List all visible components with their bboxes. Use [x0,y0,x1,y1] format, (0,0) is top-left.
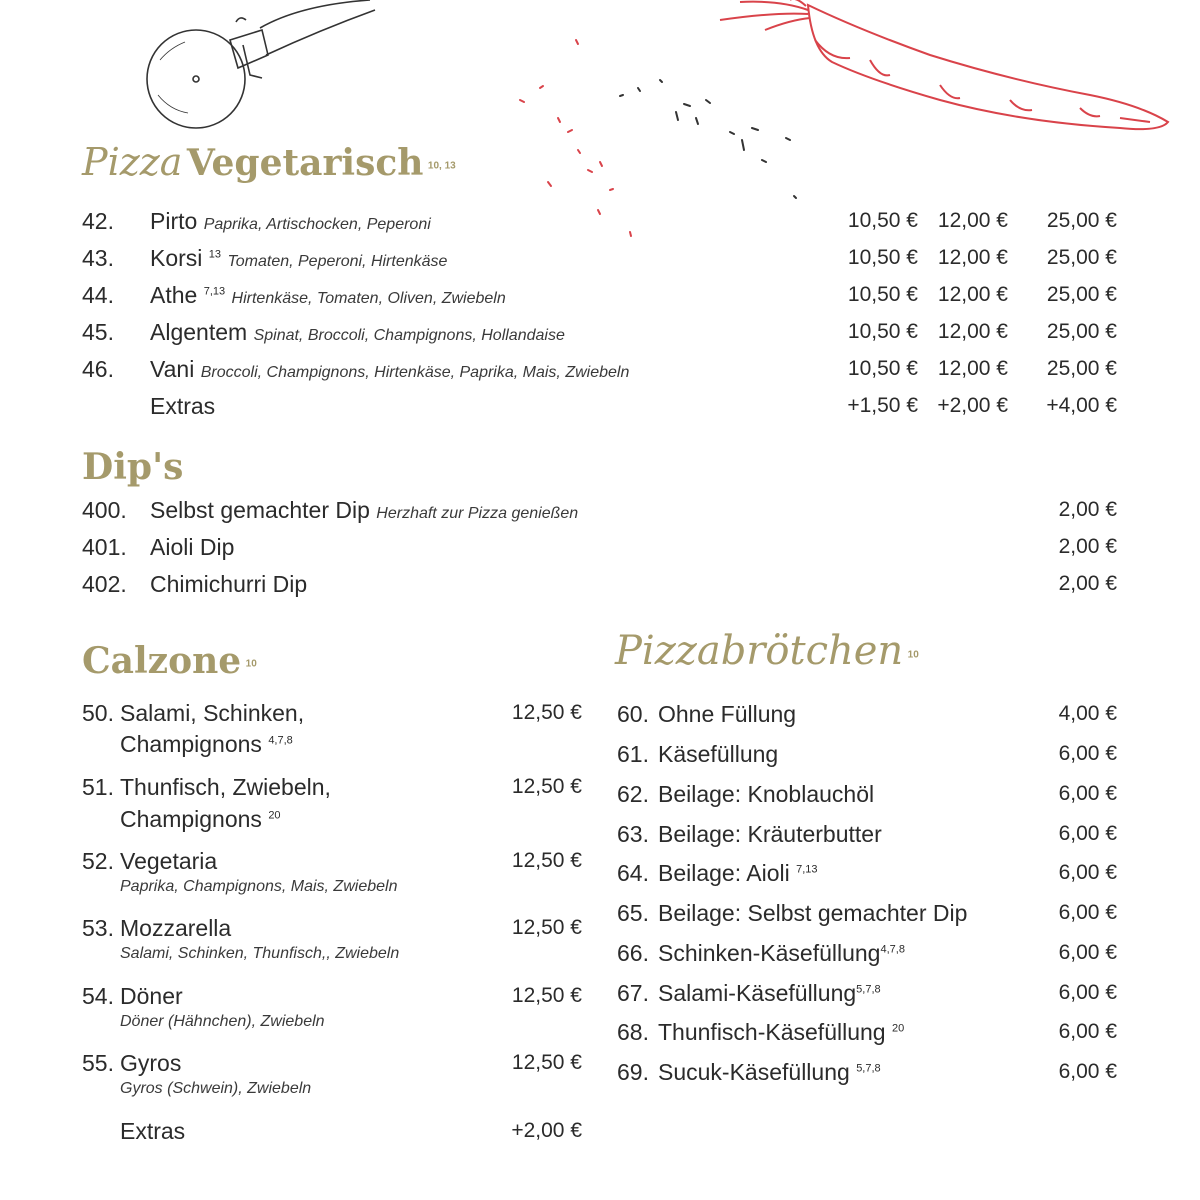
pizza-title-script: Pizza [82,140,183,184]
item-desc: Döner (Hähnchen), Zwiebeln [120,1013,325,1030]
pizza-cutter-icon [147,0,375,128]
price: 4,00 € [1058,702,1117,725]
allergen-sup: 5,7,8 [856,1062,881,1075]
extras-label: Extras [120,1118,186,1144]
item-number: 43. [82,245,114,271]
price: 2,00 € [1058,572,1117,595]
item-name-line2 [120,806,281,833]
item-name: Beilage: Knoblauchöl [658,781,875,807]
item-number: 44. [82,282,114,308]
allergen-sup: 4,7,8 [268,734,293,747]
item-number: 45. [82,319,114,345]
price-large: 25,00 € [1046,283,1117,306]
item-name-line [150,282,506,309]
item-name-line [658,1059,881,1086]
item-number: 52. [82,848,114,874]
price: 2,00 € [1058,535,1117,558]
item-name: Pirto [150,208,198,234]
price: 12,50 € [511,984,582,1007]
price: 6,00 € [1058,782,1117,805]
item-name: Mozzarella [120,915,232,941]
extras-price: +2,00 € [511,1119,582,1142]
price: 6,00 € [1058,861,1117,884]
price-small: 10,50 € [847,246,918,269]
extras-price-small: +1,50 € [847,394,918,417]
item-name: Beilage: Selbst gemachter Dip [658,900,968,926]
item-number: 64. [617,860,649,886]
item-name: Käsefüllung [658,741,779,767]
item-name-line [150,497,578,524]
price: 6,00 € [1058,981,1117,1004]
item-name-line [150,208,431,235]
calzone-section-title [82,640,257,682]
price-medium: 12,00 € [937,283,1008,306]
price-medium: 12,00 € [937,209,1008,232]
item-desc: Tomaten, Peperoni, Hirtenkäse [227,253,448,270]
pizzabroetchen-title-sup: 10 [907,649,919,661]
item-number: 55. [82,1050,114,1076]
pizzabroetchen-title: Pizzabrötchen [615,628,904,674]
item-number: 62. [617,781,649,807]
price: 12,50 € [511,701,582,724]
item-number: 60. [617,701,649,727]
item-name: Athe [150,282,198,308]
price: 12,50 € [511,775,582,798]
price: 2,00 € [1058,498,1117,521]
allergen-sup: 20 [891,1022,905,1035]
item-number: 400. [82,497,127,523]
item-desc: Paprika, Artischocken, Peperoni [203,216,431,233]
item-name: Salami-Käsefüllung [658,980,857,1006]
item-name-line [150,356,629,383]
price: 6,00 € [1058,822,1117,845]
price: 6,00 € [1058,901,1117,924]
item-number: 66. [617,940,649,966]
extras-price-large: +4,00 € [1046,394,1117,417]
item-name-cont: Champignons [120,806,262,832]
item-number: 65. [617,900,649,926]
allergen-sup: 20 [268,809,281,822]
item-name: Beilage: Kräuterbutter [658,821,882,847]
price-small: 10,50 € [847,320,918,343]
pizzabroetchen-section-title [615,628,919,674]
dips-section-title: Dip's [82,446,184,488]
item-name-line [150,319,565,346]
item-name: Korsi [150,245,203,271]
price-medium: 12,00 € [937,320,1008,343]
item-name: Ohne Füllung [658,701,797,727]
item-desc: Gyros (Schwein), Zwiebeln [120,1080,312,1097]
pizza-title-bold: Vegetarisch [186,142,424,184]
calzone-title: Calzone [82,640,242,682]
item-desc: Salami, Schinken, Thunfisch,, Zwiebeln [120,945,400,962]
item-number: 401. [82,534,127,560]
item-number: 54. [82,983,114,1009]
item-number: 402. [82,571,127,597]
allergen-sup: 13 [208,248,222,261]
price: 6,00 € [1058,1060,1117,1083]
item-name-line [658,980,881,1007]
item-desc: Paprika, Champignons, Mais, Zwiebeln [120,878,398,895]
item-name: Thunfisch-Käsefüllung [658,1019,886,1045]
price-large: 25,00 € [1046,357,1117,380]
price: 6,00 € [1058,742,1117,765]
price-small: 10,50 € [847,357,918,380]
price-small: 10,50 € [847,209,918,232]
item-number: 63. [617,821,649,847]
item-name: Sucuk-Käsefüllung [658,1059,850,1085]
extras-label: Extras [150,393,216,419]
allergen-sup: 7,13 [796,863,818,876]
item-name-line [658,860,818,887]
item-number: 61. [617,741,649,767]
price-large: 25,00 € [1046,320,1117,343]
price: 12,50 € [511,849,582,872]
pizza-title-sup: 10, 13 [427,160,456,172]
item-name: Thunfisch, Zwiebeln, [120,774,331,800]
item-number: 42. [82,208,114,234]
allergen-sup: 5,7,8 [856,983,881,996]
price: 12,50 € [511,916,582,939]
sprinkle-icon [520,40,796,236]
item-name: Vegetaria [120,848,218,874]
item-name: Gyros [120,1050,182,1076]
price-medium: 12,00 € [937,246,1008,269]
price-medium: 12,00 € [937,357,1008,380]
item-desc: Broccoli, Champignons, Hirtenkäse, Paprika, Mais, Zwiebeln [200,364,630,381]
item-number: 69. [617,1059,649,1085]
pizza-section-title [82,140,456,184]
item-name-line [150,245,447,272]
calzone-title-sup: 10 [245,658,257,670]
item-number: 51. [82,774,114,800]
item-number: 46. [82,356,114,382]
item-name: Vani [150,356,195,382]
allergen-sup: 4,7,8 [880,943,905,956]
item-name: Chimichurri Dip [150,571,308,597]
item-number: 67. [617,980,649,1006]
extras-price-medium: +2,00 € [937,394,1008,417]
item-number: 50. [82,700,114,726]
allergen-sup: 7,13 [203,285,226,298]
item-desc: Hirtenkäse, Tomaten, Oliven, Zwiebeln [231,290,506,307]
item-name: Selbst gemachter Dip [150,497,370,523]
item-name: Algentem [150,319,248,345]
item-desc: Spinat, Broccoli, Champignons, Hollandaise [253,327,565,344]
item-name: Schinken-Käsefüllung [658,940,881,966]
item-number: 68. [617,1019,649,1045]
item-name: Salami, Schinken, [120,700,305,726]
price: 6,00 € [1058,1020,1117,1043]
price-large: 25,00 € [1046,246,1117,269]
item-name-line [658,940,905,967]
item-name-line2 [120,731,293,758]
price: 6,00 € [1058,941,1117,964]
item-name-cont: Champignons [120,731,262,757]
price-large: 25,00 € [1046,209,1117,232]
item-name: Aioli Dip [150,534,235,560]
price-small: 10,50 € [847,283,918,306]
carrot-icon [720,0,1168,129]
item-desc: Herzhaft zur Pizza genießen [376,505,579,522]
item-name: Beilage: Aioli [658,860,790,886]
item-name-line [658,1019,904,1046]
price: 12,50 € [511,1051,582,1074]
item-number: 53. [82,915,114,941]
item-name: Döner [120,983,183,1009]
